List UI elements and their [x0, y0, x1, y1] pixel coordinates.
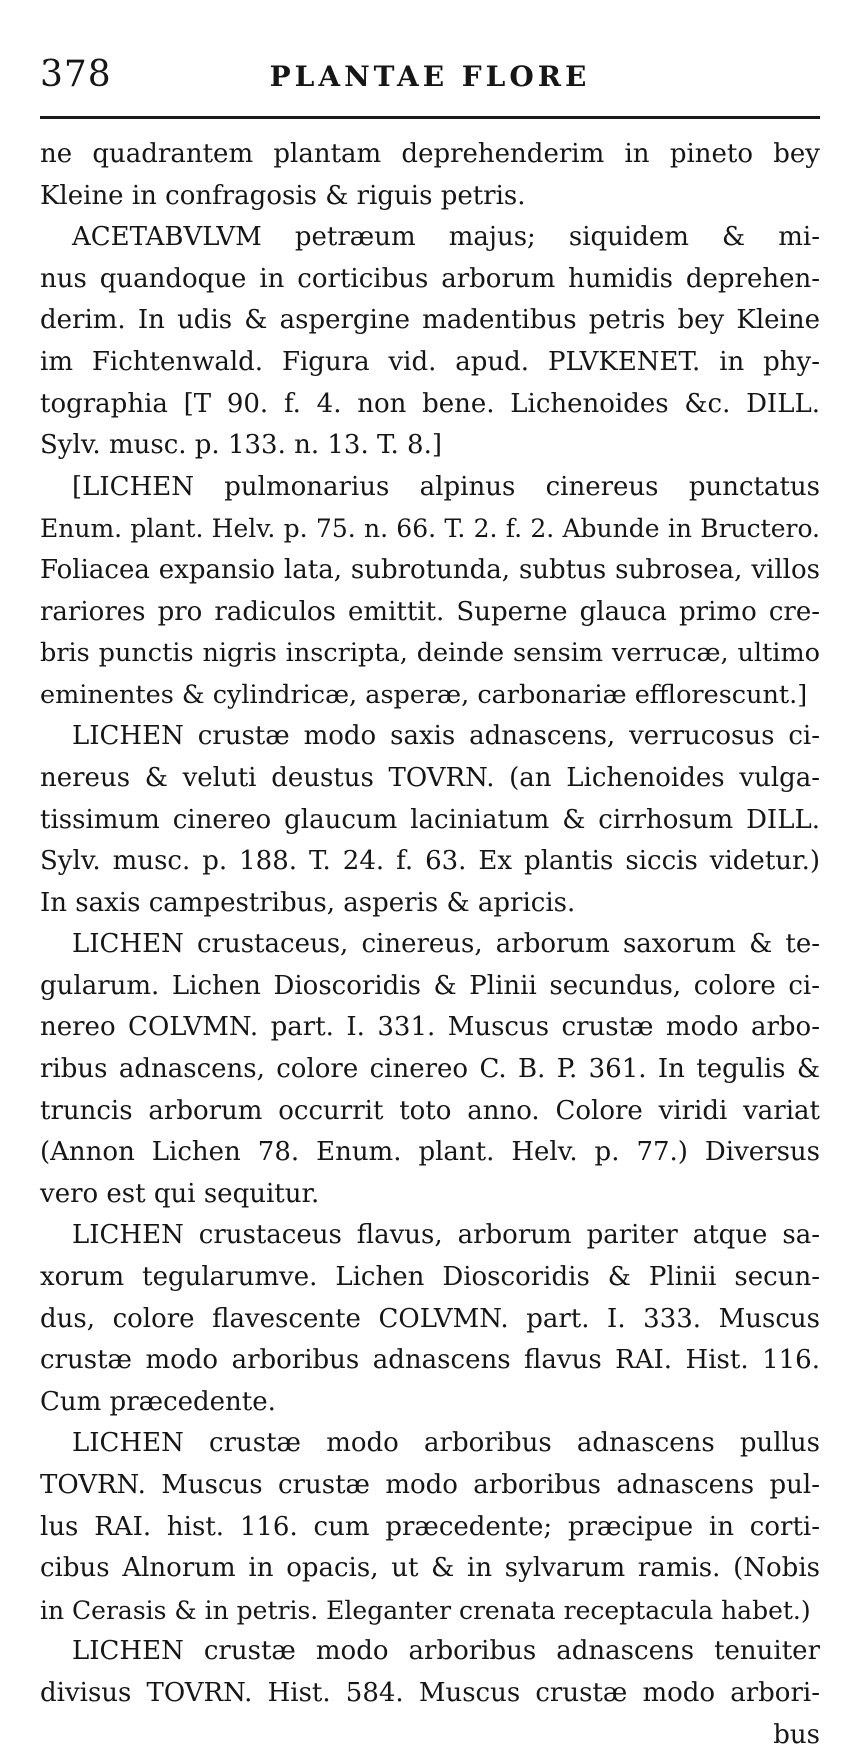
book-page	[40, 50, 820, 1750]
text-line: Enum. plant. Helv. p. 75. n. 66. T. 2. f. 2. Abunde in Bructero.	[40, 514, 820, 544]
text-line: dus, colore flavescente COLVMN. part. I. 333. Muscus	[40, 1303, 820, 1334]
text-line: [LICHEN pulmonarius alpinus cinereus punctatus	[72, 471, 820, 502]
text-line: Sylv. musc. p. 133. n. 13. T. 8.]	[40, 430, 442, 461]
text-line: Foliacea expansio lata, subrotunda, subtus subrosea, villos	[40, 554, 820, 585]
text-line: divisus TOVRN. Hist. 584. Muscus crustæ modo arbori-	[40, 1677, 820, 1708]
text-line: tographia [T 90. f. 4. non bene. Lichenoides &c. DILL.	[40, 388, 820, 419]
running-head: PLANTAE FLORE	[269, 60, 591, 93]
text-line: Kleine in confragosis & riguis petris.	[40, 180, 526, 211]
text-line: in Cerasis & in petris. Eleganter crenata receptacula habet.)	[40, 1595, 811, 1625]
header-rule	[40, 116, 820, 119]
text-line: derim. In udis & aspergine madentibus petris bey Kleine	[40, 305, 820, 336]
text-line: cibus Alnorum in opacis, ut & in sylvarum ramis. (Nobis	[40, 1553, 820, 1584]
text-line: LICHEN crustæ modo arboribus adnascens pullus	[72, 1428, 820, 1459]
text-line: vero est qui sequitur.	[40, 1178, 320, 1209]
text-line: gularum. Lichen Dioscoridis & Plinii secundus, colore ci-	[40, 970, 820, 1001]
text-line: ACETABVLVM petræum majus; siquidem & mi-	[72, 222, 820, 253]
text-line: LICHEN crustæ modo arboribus adnascens tenuiter	[72, 1636, 820, 1667]
text-line: Sylv. musc. p. 188. T. 24. f. 63. Ex plantis siccis videtur.)	[40, 846, 820, 877]
text-line: bris punctis nigris inscripta, deinde sensim verrucæ, ultimo	[40, 638, 820, 669]
text-line: In saxis campestribus, asperis & apricis.	[40, 887, 576, 918]
text-line: eminentes & cylindricæ, asperæ, carbonariæ efflorescunt.]	[40, 679, 808, 710]
text-line: LICHEN crustaceus, cinereus, arborum saxorum & te-	[72, 929, 820, 960]
text-line: crustæ modo arboribus adnascens flavus RAI. Hist. 116.	[40, 1345, 820, 1376]
text-line: nereus & veluti deustus TOVRN. (an Lichenoides vulga-	[40, 762, 820, 793]
text-line: xorum tegularumve. Lichen Dioscoridis & Plinii secun-	[40, 1262, 820, 1293]
text-line: nus quandoque in corticibus arborum humidis deprehen-	[40, 263, 820, 294]
text-line: ne quadrantem plantam deprehenderim in pineto bey	[40, 139, 820, 169]
text-line: tissimum cinereo glaucum laciniatum & cirrhosum DILL.	[40, 804, 820, 835]
text-line: Cum præcedente.	[40, 1386, 276, 1417]
text-line: TOVRN. Muscus crustæ modo arboribus adnascens pul-	[40, 1470, 820, 1500]
text-line: im Fichtenwald. Figura vid. apud. PLVKENET. in phy-	[40, 346, 820, 377]
catchword: bus	[773, 1719, 820, 1750]
text-line: LICHEN crustæ modo saxis adnascens, verrucosus ci-	[72, 721, 820, 752]
text-line: LICHEN crustaceus flavus, arborum pariter atque sa-	[72, 1220, 820, 1251]
text-line: truncis arborum occurrit toto anno. Colore viridi variat	[40, 1095, 820, 1126]
text-line: nereo COLVMN. part. I. 331. Muscus crustæ modo arbo-	[40, 1012, 820, 1043]
text-line: ribus adnascens, colore cinereo C. B. P. 361. In tegulis &	[40, 1054, 820, 1085]
text-line: lus RAI. hist. 116. cum præcedente; præcipue in corti-	[40, 1511, 820, 1542]
page-header	[40, 50, 820, 112]
text-line: rariores pro radiculos emittit. Superne glauca primo cre-	[40, 596, 820, 627]
text-body	[40, 134, 820, 1756]
text-line: (Annon Lichen 78. Enum. plant. Helv. p. 77.) Diversus	[40, 1137, 820, 1168]
page-number: 378	[40, 54, 112, 95]
